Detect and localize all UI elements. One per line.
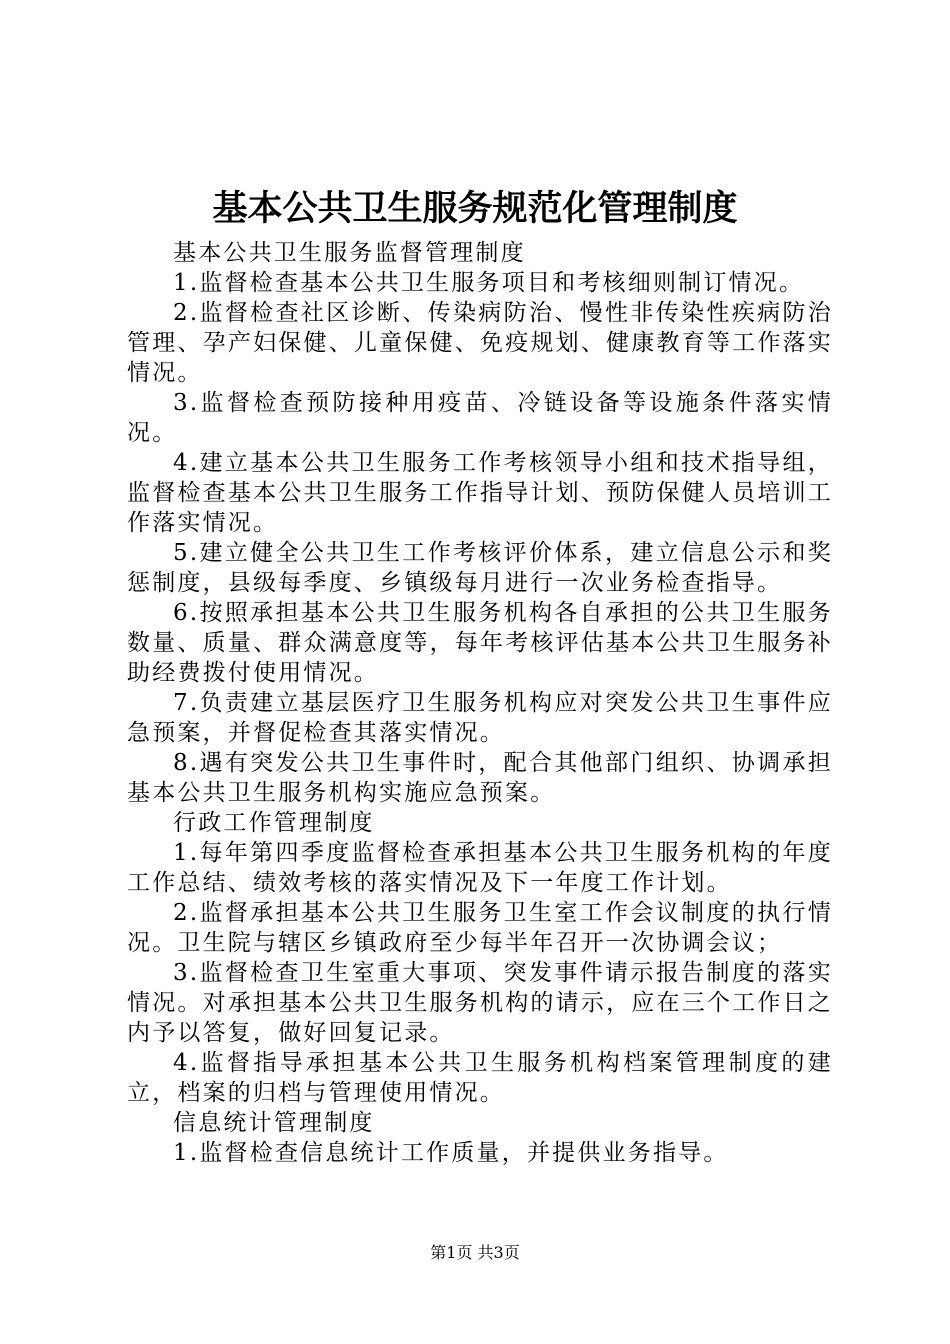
section-heading: 基本公共卫生服务监督管理制度 [173,240,526,266]
paragraph: 8.遇有突发公共卫生事件时，配合其他部门组织、协调承担基本公共卫生服务机构实施应急预案。 [127,750,833,806]
page-footer: 第1页 共3页 [430,1243,520,1262]
paragraph: 7.负责建立基层医疗卫生服务机构应对突发公共卫生事件应急预案，并督促检查其落实情况。 [127,690,833,746]
paragraph: 1.监督检查基本公共卫生服务项目和考核细则制订情况。 [173,270,805,296]
paragraph: 5.建立健全公共卫生工作考核评价体系，建立信息公示和奖惩制度，县级每季度、乡镇级每月进行一次业务检查指导。 [127,540,833,596]
paragraph: 6.按照承担基本公共卫生服务机构各自承担的公共卫生服务数量、质量、群众满意度等，每年考核评估基本公共卫生服务补助经费拨付使用情况。 [127,600,833,686]
paragraph: 1.每年第四季度监督检查承担基本公共卫生服务机构的年度工作总结、绩效考核的落实情况及下一年度工作计划。 [127,840,833,896]
paragraph: 3.监督检查卫生室重大事项、突发事件请示报告制度的落实情况。对承担基本公共卫生服务机构的请示，应在三个工作日之内予以答复，做好回复记录。 [127,960,833,1046]
section-heading: 行政工作管理制度 [173,810,375,836]
page-title: 基本公共卫生服务规范化管理制度 [212,188,738,229]
document-body [127,238,833,1168]
paragraph: 3.监督检查预防接种用疫苗、冷链设备等设施条件落实情况。 [127,390,833,446]
paragraph: 2.监督检查社区诊断、传染病防治、慢性非传染性疾病防治管理、孕产妇保健、儿童保健、免疫规划、健康教育等工作落实情况。 [127,300,833,386]
section-heading: 信息统计管理制度 [173,1110,375,1136]
paragraph: 2.监督承担基本公共卫生服务卫生室工作会议制度的执行情况。卫生院与辖区乡镇政府至少每半年召开一次协调会议； [127,900,833,956]
paragraph: 1.监督检查信息统计工作质量，并提供业务指导。 [173,1140,729,1166]
paragraph: 4.建立基本公共卫生服务工作考核领导小组和技术指导组，监督检查基本公共卫生服务工作指导计划、预防保健人员培训工作落实情况。 [127,450,833,536]
paragraph: 4.监督指导承担基本公共卫生服务机构档案管理制度的建立，档案的归档与管理使用情况。 [127,1050,833,1106]
